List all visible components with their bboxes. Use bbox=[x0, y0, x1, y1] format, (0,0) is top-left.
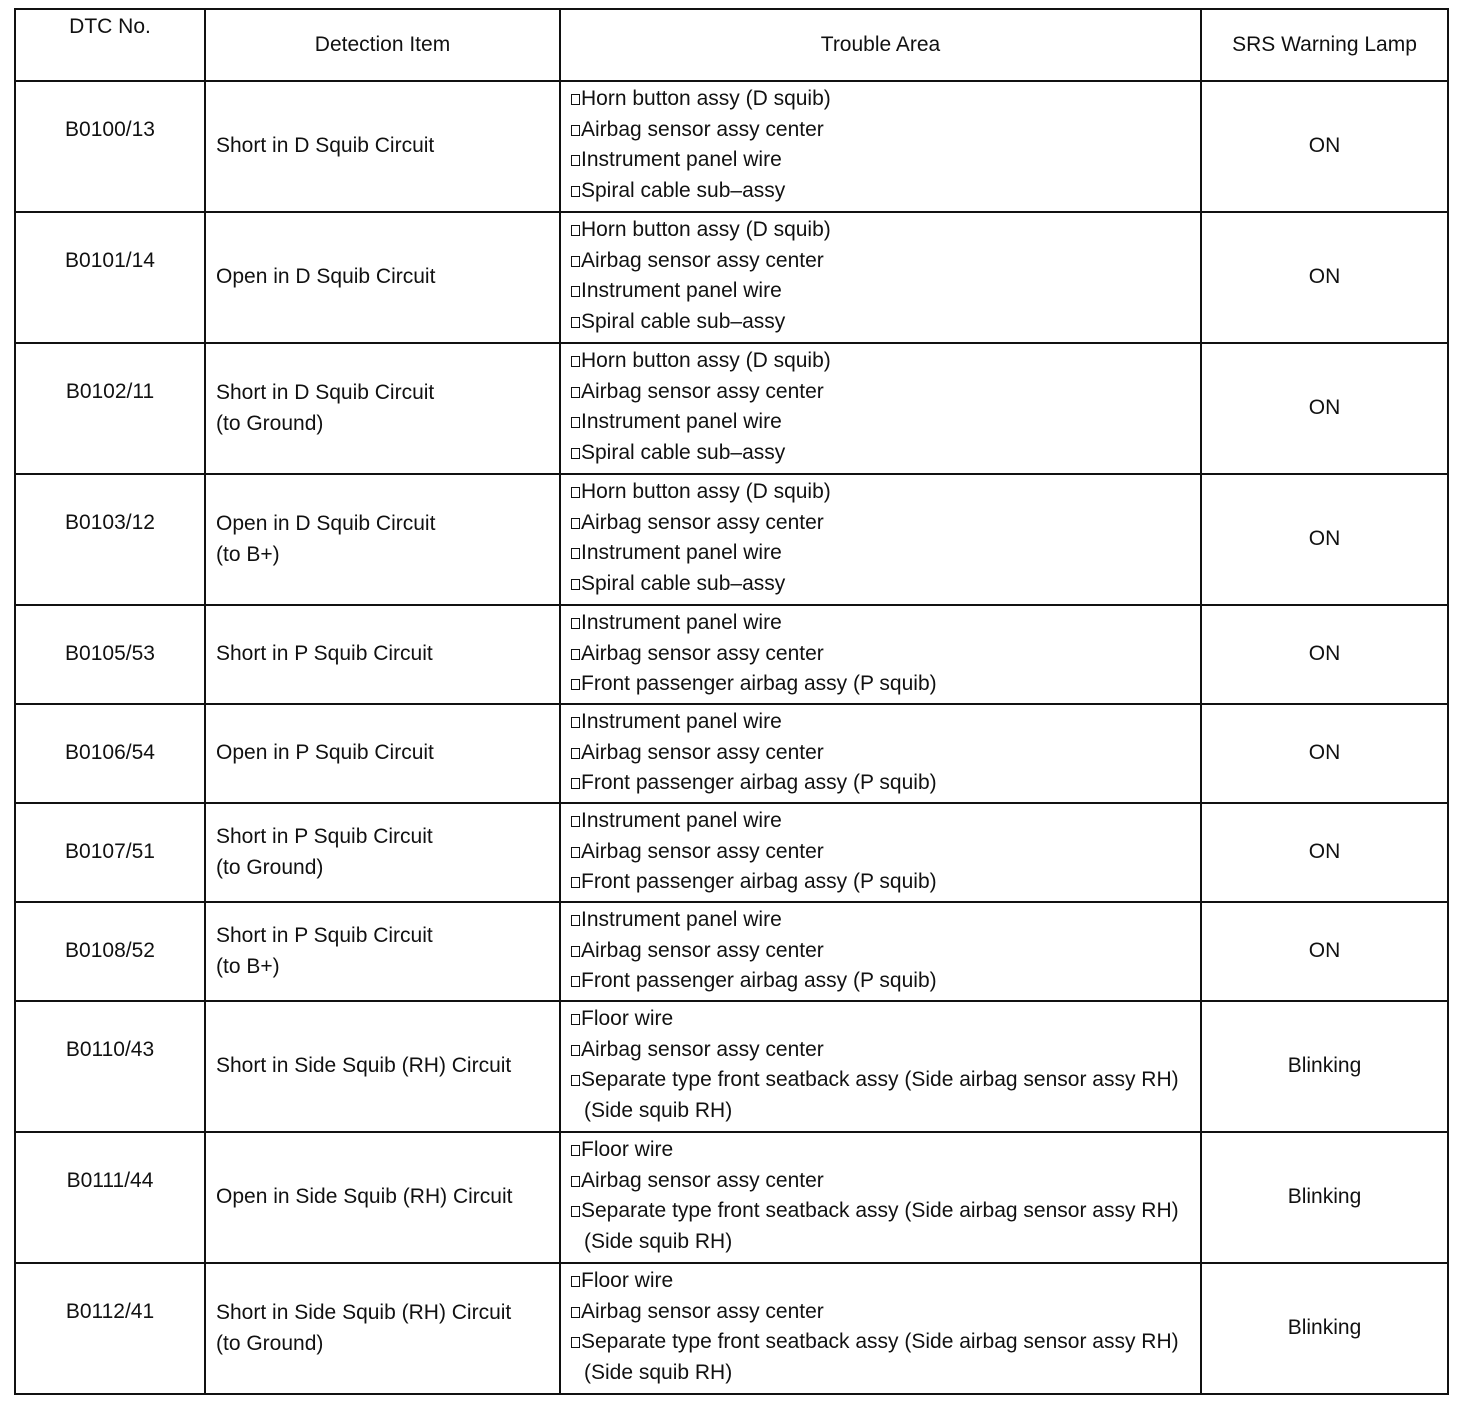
checkbox-bullet-icon bbox=[571, 649, 580, 660]
trouble-area-cell bbox=[560, 803, 1201, 902]
header-dtc-no: DTC No. bbox=[15, 9, 205, 81]
checkbox-bullet-icon bbox=[571, 225, 580, 236]
trouble-area-item bbox=[571, 508, 1192, 539]
trouble-area-text: Horn button assy (D squib) bbox=[581, 480, 831, 503]
trouble-area-item bbox=[571, 1035, 1192, 1066]
trouble-area-text: Spiral cable sub–assy bbox=[581, 440, 786, 464]
trouble-area-item bbox=[571, 966, 1192, 997]
detection-item-cell bbox=[205, 704, 560, 803]
srs-warning-lamp-cell: ON bbox=[1201, 343, 1448, 474]
checkbox-bullet-icon bbox=[571, 847, 580, 858]
checkbox-bullet-icon bbox=[571, 1014, 580, 1025]
checkbox-bullet-icon bbox=[571, 778, 580, 789]
trouble-area-text: Instrument panel wire bbox=[581, 279, 782, 302]
trouble-area-item bbox=[571, 1266, 1192, 1297]
trouble-area-cell bbox=[560, 1263, 1201, 1394]
trouble-area-item bbox=[571, 246, 1192, 277]
trouble-area-item bbox=[571, 1196, 1192, 1257]
checkbox-bullet-icon bbox=[571, 548, 580, 559]
trouble-area-item bbox=[571, 768, 1192, 799]
checkbox-bullet-icon bbox=[571, 579, 580, 590]
detection-item-line: Open in Side Squib (RH) Circuit bbox=[216, 1185, 513, 1209]
detection-item-line: Open in D Squib Circuit bbox=[216, 512, 436, 535]
trouble-area-item bbox=[571, 936, 1192, 967]
trouble-area-text: Separate type front seatback assy (Side airbag sensor assy RH) (Side squib RH) bbox=[581, 1068, 1179, 1122]
detection-item-cell bbox=[205, 343, 560, 474]
checkbox-bullet-icon bbox=[571, 125, 580, 136]
checkbox-bullet-icon bbox=[571, 317, 580, 328]
trouble-area-text: Horn button assy (D squib) bbox=[581, 87, 831, 110]
srs-warning-lamp-cell: ON bbox=[1201, 704, 1448, 803]
dtc-code-cell: B0111/44 bbox=[15, 1132, 205, 1263]
dtc-code-cell: B0106/54 bbox=[15, 704, 205, 803]
trouble-area-item bbox=[571, 905, 1192, 936]
trouble-area-text: Airbag sensor assy center bbox=[581, 379, 824, 403]
trouble-area-text: Front passenger airbag assy (P squib) bbox=[581, 969, 937, 992]
trouble-area-item bbox=[571, 84, 1192, 115]
detection-item-cell bbox=[205, 803, 560, 902]
trouble-area-item bbox=[571, 438, 1192, 469]
checkbox-bullet-icon bbox=[571, 915, 580, 926]
table-row bbox=[15, 343, 1448, 474]
detection-item-cell bbox=[205, 1132, 560, 1263]
checkbox-bullet-icon bbox=[571, 748, 580, 759]
table-row bbox=[15, 704, 1448, 803]
checkbox-bullet-icon bbox=[571, 1337, 580, 1348]
checkbox-bullet-icon bbox=[571, 1307, 580, 1318]
table-row bbox=[15, 605, 1448, 704]
detection-item-cell bbox=[205, 1263, 560, 1394]
trouble-area-text: Airbag sensor assy center bbox=[581, 1037, 824, 1061]
trouble-area-text: Airbag sensor assy center bbox=[581, 1168, 824, 1192]
checkbox-bullet-icon bbox=[571, 286, 580, 297]
detection-item-line: (to B+) bbox=[216, 954, 280, 978]
checkbox-bullet-icon bbox=[571, 877, 580, 888]
trouble-area-text: Floor wire bbox=[581, 1007, 674, 1030]
detection-item-line: Short in D Squib Circuit bbox=[216, 134, 435, 158]
trouble-area-item bbox=[571, 377, 1192, 408]
trouble-area-text: Separate type front seatback assy (Side airbag sensor assy RH) (Side squib RH) bbox=[581, 1330, 1179, 1384]
table-row bbox=[15, 1263, 1448, 1394]
trouble-area-cell bbox=[560, 212, 1201, 343]
checkbox-bullet-icon bbox=[571, 717, 580, 728]
trouble-area-cell bbox=[560, 902, 1201, 1001]
trouble-area-item bbox=[571, 569, 1192, 600]
trouble-area-item bbox=[571, 115, 1192, 146]
checkbox-bullet-icon bbox=[571, 1206, 580, 1217]
trouble-area-cell bbox=[560, 1001, 1201, 1132]
trouble-area-text: Floor wire bbox=[581, 1269, 674, 1292]
dtc-code-cell: B0107/51 bbox=[15, 803, 205, 902]
trouble-area-item bbox=[571, 639, 1192, 670]
checkbox-bullet-icon bbox=[571, 1045, 580, 1056]
table-row bbox=[15, 1132, 1448, 1263]
checkbox-bullet-icon bbox=[571, 155, 580, 166]
trouble-area-item bbox=[571, 707, 1192, 738]
checkbox-bullet-icon bbox=[571, 417, 580, 428]
trouble-area-cell bbox=[560, 474, 1201, 605]
trouble-area-text: Instrument panel wire bbox=[581, 710, 782, 733]
detection-item-line: Short in D Squib Circuit bbox=[216, 381, 435, 404]
detection-item-cell bbox=[205, 474, 560, 605]
trouble-area-item bbox=[571, 1004, 1192, 1035]
trouble-area-text: Front passenger airbag assy (P squib) bbox=[581, 870, 937, 893]
trouble-area-text: Instrument panel wire bbox=[581, 148, 782, 171]
detection-item-line: (to Ground) bbox=[216, 411, 324, 435]
checkbox-bullet-icon bbox=[571, 94, 580, 105]
trouble-area-cell bbox=[560, 605, 1201, 704]
checkbox-bullet-icon bbox=[571, 1276, 580, 1287]
table-body bbox=[15, 81, 1448, 1394]
trouble-area-text: Airbag sensor assy center bbox=[581, 510, 824, 534]
checkbox-bullet-icon bbox=[571, 946, 580, 957]
trouble-area-text: Floor wire bbox=[581, 1138, 674, 1161]
table-row bbox=[15, 474, 1448, 605]
trouble-area-text: Airbag sensor assy center bbox=[581, 839, 824, 863]
trouble-area-cell bbox=[560, 704, 1201, 803]
srs-warning-lamp-cell: ON bbox=[1201, 474, 1448, 605]
checkbox-bullet-icon bbox=[571, 387, 580, 398]
detection-item-cell bbox=[205, 212, 560, 343]
table-row bbox=[15, 803, 1448, 902]
checkbox-bullet-icon bbox=[571, 518, 580, 529]
trouble-area-text: Front passenger airbag assy (P squib) bbox=[581, 771, 937, 794]
checkbox-bullet-icon bbox=[571, 487, 580, 498]
detection-item-line: Short in Side Squib (RH) Circuit bbox=[216, 1054, 512, 1078]
checkbox-bullet-icon bbox=[571, 1075, 580, 1086]
detection-item-line: Open in P Squib Circuit bbox=[216, 741, 434, 765]
checkbox-bullet-icon bbox=[571, 256, 580, 267]
checkbox-bullet-icon bbox=[571, 1176, 580, 1187]
trouble-area-item bbox=[571, 669, 1192, 700]
trouble-area-text: Airbag sensor assy center bbox=[581, 938, 824, 962]
checkbox-bullet-icon bbox=[571, 618, 580, 629]
trouble-area-text: Instrument panel wire bbox=[581, 410, 782, 433]
trouble-area-text: Instrument panel wire bbox=[581, 611, 782, 634]
trouble-area-text: Airbag sensor assy center bbox=[581, 117, 824, 141]
trouble-area-text: Airbag sensor assy center bbox=[581, 740, 824, 764]
detection-item-cell bbox=[205, 902, 560, 1001]
srs-warning-lamp-cell: Blinking bbox=[1201, 1263, 1448, 1394]
srs-warning-lamp-cell: ON bbox=[1201, 803, 1448, 902]
trouble-area-text: Horn button assy (D squib) bbox=[581, 349, 831, 372]
checkbox-bullet-icon bbox=[571, 448, 580, 459]
header-row bbox=[15, 9, 1448, 81]
detection-item-cell bbox=[205, 1001, 560, 1132]
srs-warning-lamp-cell: ON bbox=[1201, 605, 1448, 704]
trouble-area-item bbox=[571, 1135, 1192, 1166]
checkbox-bullet-icon bbox=[571, 679, 580, 690]
trouble-area-text: Instrument panel wire bbox=[581, 541, 782, 564]
table-row bbox=[15, 1001, 1448, 1132]
srs-warning-lamp-cell: ON bbox=[1201, 81, 1448, 212]
srs-warning-lamp-cell: ON bbox=[1201, 902, 1448, 1001]
detection-item-line: Short in P Squib Circuit bbox=[216, 924, 433, 947]
trouble-area-item bbox=[571, 1297, 1192, 1328]
srs-warning-lamp-cell: ON bbox=[1201, 212, 1448, 343]
trouble-area-item bbox=[571, 307, 1192, 338]
dtc-code-cell: B0108/52 bbox=[15, 902, 205, 1001]
srs-warning-lamp-cell: Blinking bbox=[1201, 1001, 1448, 1132]
detection-item-line: Open in D Squib Circuit bbox=[216, 265, 436, 289]
trouble-area-text: Horn button assy (D squib) bbox=[581, 218, 831, 241]
detection-item-line: (to Ground) bbox=[216, 1331, 324, 1355]
srs-warning-lamp-cell: Blinking bbox=[1201, 1132, 1448, 1263]
checkbox-bullet-icon bbox=[571, 356, 580, 367]
checkbox-bullet-icon bbox=[571, 186, 580, 197]
trouble-area-cell bbox=[560, 343, 1201, 474]
trouble-area-item bbox=[571, 538, 1192, 569]
detection-item-line: (to Ground) bbox=[216, 855, 324, 879]
trouble-area-item bbox=[571, 867, 1192, 898]
trouble-area-text: Spiral cable sub–assy bbox=[581, 178, 786, 202]
trouble-area-item bbox=[571, 477, 1192, 508]
detection-item-line: (to B+) bbox=[216, 542, 280, 566]
checkbox-bullet-icon bbox=[571, 976, 580, 987]
trouble-area-item bbox=[571, 346, 1192, 377]
trouble-area-text: Front passenger airbag assy (P squib) bbox=[581, 672, 937, 695]
dtc-code-cell: B0103/12 bbox=[15, 474, 205, 605]
trouble-area-item bbox=[571, 145, 1192, 176]
detection-item-cell bbox=[205, 605, 560, 704]
trouble-area-text: Separate type front seatback assy (Side airbag sensor assy RH) (Side squib RH) bbox=[581, 1199, 1179, 1253]
trouble-area-text: Instrument panel wire bbox=[581, 908, 782, 931]
trouble-area-item bbox=[571, 407, 1192, 438]
dtc-code-cell: B0112/41 bbox=[15, 1263, 205, 1394]
trouble-area-item bbox=[571, 806, 1192, 837]
trouble-area-item bbox=[571, 1166, 1192, 1197]
dtc-code-cell: B0102/11 bbox=[15, 343, 205, 474]
checkbox-bullet-icon bbox=[571, 1145, 580, 1156]
detection-item-line: Short in P Squib Circuit bbox=[216, 825, 433, 848]
table-row bbox=[15, 212, 1448, 343]
trouble-area-item bbox=[571, 837, 1192, 868]
trouble-area-item bbox=[571, 738, 1192, 769]
trouble-area-cell bbox=[560, 1132, 1201, 1263]
dtc-code-cell: B0100/13 bbox=[15, 81, 205, 212]
trouble-area-text: Instrument panel wire bbox=[581, 809, 782, 832]
dtc-code-cell: B0105/53 bbox=[15, 605, 205, 704]
detection-item-line: Short in P Squib Circuit bbox=[216, 642, 433, 666]
trouble-area-text: Spiral cable sub–assy bbox=[581, 571, 786, 595]
header-srs-warning-lamp: SRS Warning Lamp bbox=[1201, 9, 1448, 81]
dtc-table bbox=[14, 8, 1449, 1395]
trouble-area-item bbox=[571, 1065, 1192, 1126]
trouble-area-text: Spiral cable sub–assy bbox=[581, 309, 786, 333]
dtc-code-cell: B0101/14 bbox=[15, 212, 205, 343]
detection-item-cell bbox=[205, 81, 560, 212]
trouble-area-cell bbox=[560, 81, 1201, 212]
trouble-area-item bbox=[571, 1327, 1192, 1388]
checkbox-bullet-icon bbox=[571, 816, 580, 827]
trouble-area-item bbox=[571, 608, 1192, 639]
header-detection-item: Detection Item bbox=[205, 9, 560, 81]
trouble-area-item bbox=[571, 215, 1192, 246]
table-row bbox=[15, 902, 1448, 1001]
trouble-area-text: Airbag sensor assy center bbox=[581, 1299, 824, 1323]
table-header bbox=[15, 9, 1448, 81]
trouble-area-text: Airbag sensor assy center bbox=[581, 641, 824, 665]
trouble-area-text: Airbag sensor assy center bbox=[581, 248, 824, 272]
dtc-code-cell: B0110/43 bbox=[15, 1001, 205, 1132]
table-row bbox=[15, 81, 1448, 212]
trouble-area-item bbox=[571, 176, 1192, 207]
detection-item-line: Short in Side Squib (RH) Circuit bbox=[216, 1301, 512, 1324]
trouble-area-item bbox=[571, 276, 1192, 307]
header-trouble-area: Trouble Area bbox=[560, 9, 1201, 81]
